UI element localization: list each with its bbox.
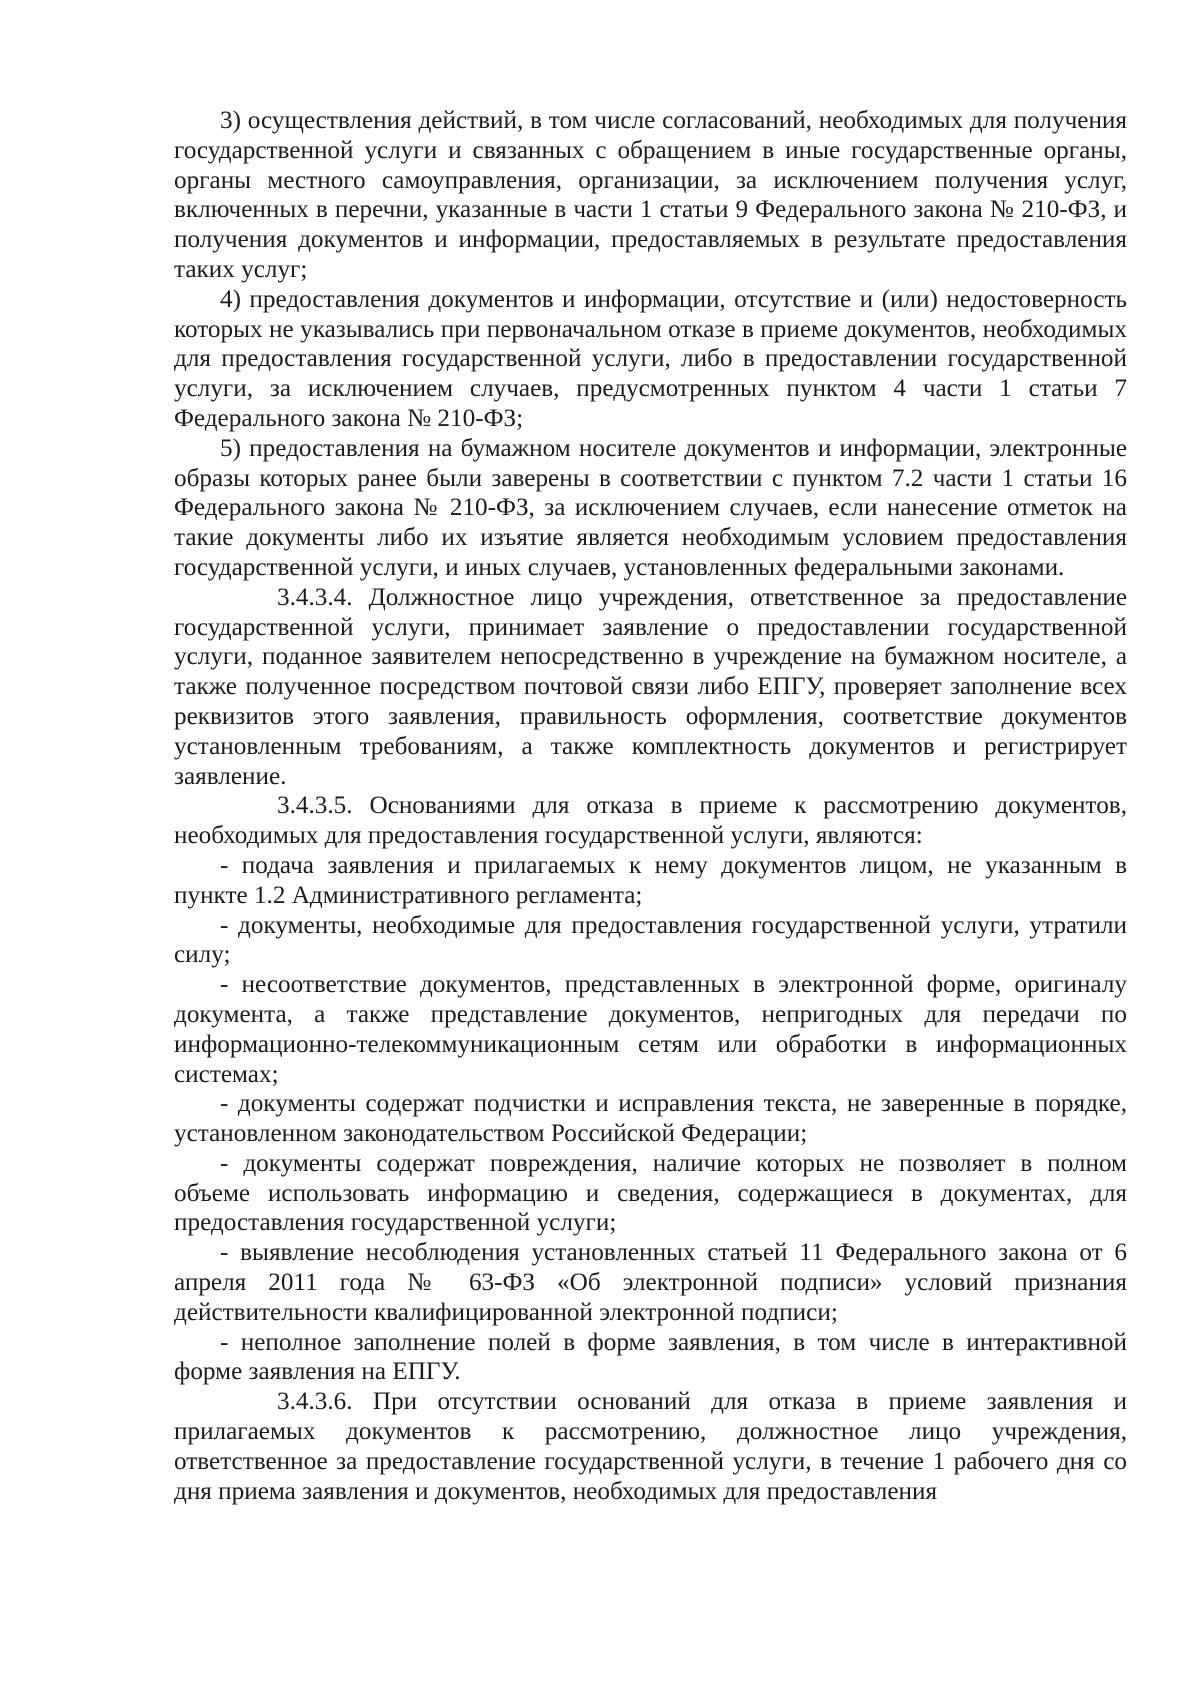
dash-item-applicant: - подача заявления и прилагаемых к нему документов лицом, не указанным в пункте 1.2 Административного регламента; (174, 851, 1127, 909)
dash-item-erasures: - документы содержат подчистки и исправления текста, не заверенные в порядке, установленном законодательством Российской Федерации; (174, 1090, 1127, 1148)
paragraph-item-5: 5) предоставления на бумажном носителе документов и информации, электронные образы которых ранее были заверены в соответствии с пунктом 7.2 части 1 статьи 16 Федерального закона № 210-ФЗ, за исключением случаев, если нанесение отметок на такие документы либо их изъятие является необходимым условием предоставления государственной услуги, и иных случаев, установленных федеральными законами. (174, 434, 1127, 581)
paragraph-item-3: 3) осуществления действий, в том числе согласований, необходимых для получения государственной услуги и связанных с обращением в иные государственные органы, органы местного самоуправления, организации, за исключением получения услуг, включенных в перечни, указанные в части 1 статьи 9 Федерального закона № 210-ФЗ, и получения документов и информации, предоставляемых в результате предоставления таких услуг; (174, 107, 1127, 283)
dash-item-signature: - выявление несоблюдения установленных статьей 11 Федерального закона от 6 апреля 2011 года № 63-ФЗ «Об электронной подписи» условий признания действительности квалифицированной электронной подписи; (174, 1239, 1127, 1326)
dash-item-incomplete-form: - неполное заполнение полей в форме заявления, в том числе в интерактивной форме заявления на ЕПГУ. (174, 1328, 1127, 1386)
paragraph-3-4-3-5: 3.4.3.5. Основаниями для отказа в приеме к рассмотрению документов, необходимых для предоставления государственной услуги, являются: (174, 792, 1127, 850)
dash-item-expired-documents: - документы, необходимые для предоставления государственной услуги, утратили силу; (174, 911, 1127, 969)
paragraph-item-4: 4) предоставления документов и информации, отсутствие и (или) недостоверность которых не указывались при первоначальном отказе в приеме документов, необходимых для предоставления государственной услуги, либо в предоставлении государственной услуги, за исключением случаев, предусмотренных пунктом 4 части 1 статьи 7 Федерального закона № 210-ФЗ; (174, 285, 1127, 432)
paragraph-3-4-3-6: 3.4.3.6. При отсутствии оснований для отказа в приеме заявления и прилагаемых документов к рассмотрению, должностное лицо учреждения, ответственное за предоставление государственной услуги, в течение 1 рабочего дня со дня приема заявления и документов, необходимых для предоставления (174, 1388, 1127, 1505)
paragraph-3-4-3-4: 3.4.3.4. Должностное лицо учреждения, ответственное за предоставление государственной услуги, принимает заявление о предоставлении государственной услуги, поданное заявителем непосредственно в учреждение на бумажном носителе, а также полученное посредством почтовой связи либо ЕПГУ, проверяет заполнение всех реквизитов этого заявления, правильность оформления, соответствие документов установленным требованиям, а также комплектность документов и регистрирует заявление. (174, 583, 1127, 790)
dash-item-electronic-mismatch: - несоответствие документов, представленных в электронной форме, оригиналу документа, а также представление документов, непригодных для передачи по информационно-телекоммуникационным сетям или обработки в информационных системах; (174, 971, 1127, 1088)
document-body (174, 106, 1127, 1506)
dash-item-damage: - документы содержат повреждения, наличие которых не позволяет в полном объеме использовать информацию и сведения, содержащиеся в документах, для предоставления государственной услуги; (174, 1149, 1127, 1237)
